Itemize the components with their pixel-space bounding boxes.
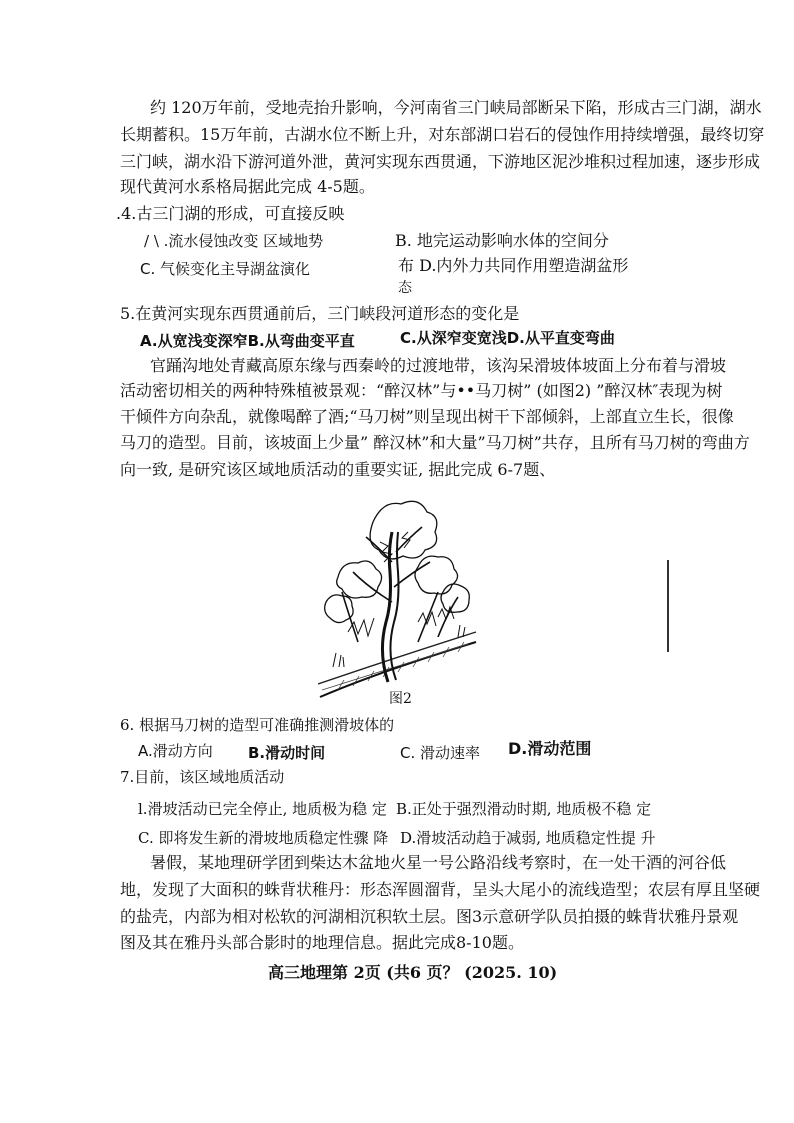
figure-2-caption: 图2 xyxy=(389,691,412,707)
passage1-line-1: 约 120万年前，受地壳抬升影响，今河南省三门峡局部断呆下陷，形成古三门湖，湖水 xyxy=(150,98,762,117)
q4-option-b: B. 地完运动影响水体的空间分 xyxy=(395,231,609,250)
q7-option-b: B.正处于强烈滑动时期, 地质极不稳 定 xyxy=(396,800,652,818)
passage1-line-2: 长期蓄积。15万年前，古湖水位不断上升，对东部湖口岩石的侵蚀作用持续增强，最终切穿 xyxy=(120,125,765,144)
passage1-line-3: 三门峡，湖水沿下游河道外泄，黄河实现东西贯通，下游地区泥沙堆积过程加速，逐步形成 xyxy=(120,152,761,171)
passage1-line-4: 现代黄河水系格局据此完成 4-5题。 xyxy=(120,177,375,196)
q6-stem: 6. 根据马刀树的造型可准确推测滑坡体的 xyxy=(120,716,395,734)
q7-option-c: C. 即将发生新的滑坡地质稳定性骤 降 xyxy=(138,829,389,847)
scan-margin-line xyxy=(667,560,669,652)
passage3-line-3: 的盐壳，内部为相对松软的河湖相沉积软土层。图3示意研学队员拍摄的蛛背状雅丹景观 xyxy=(120,907,739,926)
passage2-line-3: 干倾件方向杂乱，就像喝醉了酒;“马刀树”则呈现出树干下部倾斜，上部直立生长，很像 xyxy=(120,407,734,426)
q4-option-d: 布 D.内外力共同作用塑造湖盆形 xyxy=(398,256,629,275)
q6-option-c: C. 滑动速率 xyxy=(400,744,481,762)
q5-stem: 5.在黄河实现东西贯通前后，三门峡段河道形态的变化是 xyxy=(120,304,520,323)
passage2-line-2: 活动密切相关的两种特殊植被景观：“醉汉林”与••马刀树” (如图2) ”醉汉林″表现为树 xyxy=(120,381,723,400)
passage3-line-4: 图及其在雅丹头部合影时的地理信息。据此完成8-10题。 xyxy=(120,933,524,952)
passage2-line-4: 马刀的造型。目前，该坡面上少量” 醉汉林”和大量”马刀树”共存，且所有马刀树的弯曲方 xyxy=(120,433,750,452)
page-footer: 高三地理第 2页 (共6 页？ (2025. 10) xyxy=(268,963,558,982)
q6-option-d: D.滑动范围 xyxy=(508,739,592,758)
q5-options-ab: A.从宽浅变深窄B.从弯曲变平直 xyxy=(140,332,355,350)
q4-stem: .4.古三门湖的形成，可直接反映 xyxy=(116,204,345,223)
q4-option-c: C. 气候变化主导湖盆演化 xyxy=(140,260,311,278)
passage3-line-2: 地，发现了大面积的蛛背状稚丹：形态浑圆溜背，呈头大尾小的流线造型；农层有厚且坚硬 xyxy=(120,880,761,899)
passage2-line-5: 向一致, 是研究该区域地质活动的重要实证, 据此完成 6-7题、 xyxy=(120,460,556,479)
q4-option-b-cont: 态 xyxy=(398,280,412,296)
q6-option-a: A.滑动方向 xyxy=(138,742,213,760)
q7-option-a: l.滑坡活动已完全停止, 地质极为稳 定 xyxy=(138,800,387,818)
tree-sketch-image xyxy=(318,492,478,702)
q6-option-b: B.滑动时间 xyxy=(248,744,326,762)
figure-2 xyxy=(318,492,478,702)
q4-option-a: / \ .流水侵蚀改变 区域地势 xyxy=(144,232,324,250)
passage3-line-1: 暑假，某地理研学团到柴达木盆地火星一号公路沿线考察时，在一处干酒的河谷低 xyxy=(150,853,727,872)
q7-option-d: D.滑坡活动趋于减弱, 地质稳定性提 升 xyxy=(400,829,656,847)
q7-stem: 7.目前，该区域地质活动 xyxy=(120,768,285,786)
passage2-line-1: 官踊沟地处青藏高原东缘与西秦岭的过渡地带，该沟呆滑坡体坡面上分布着与滑坡 xyxy=(150,356,727,375)
q5-options-cd: C.从深窄变宽浅D.从平直变弯曲 xyxy=(400,329,615,347)
